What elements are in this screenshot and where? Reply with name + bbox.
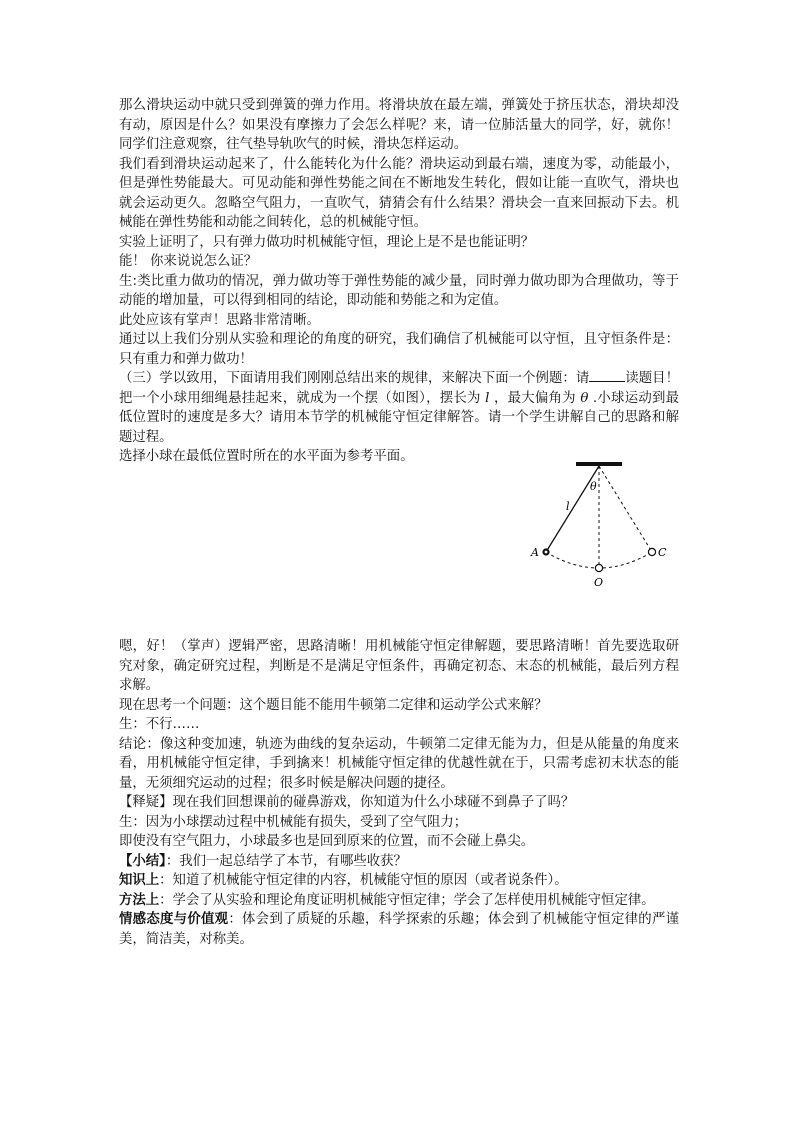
paragraph-applause: 此处应该有掌声！思路非常清晰。 bbox=[119, 312, 320, 328]
paragraph-reference-plane: 选择小球在最低位置时所在的水平面为参考平面。 bbox=[119, 449, 414, 464]
label-o: O bbox=[594, 576, 604, 589]
knowledge-text: ：知道了机械能守恒定律的内容，机械能守恒的原因（或者说条件）。 bbox=[159, 873, 568, 888]
example-intro: （三）学以致用，下面请用我们刚刚总结出来的规律，来解决下面一个例题：请 bbox=[119, 371, 590, 386]
paragraph-knowledge bbox=[119, 871, 679, 891]
example-text-3: .小球运动到最低位置时的速度是多大？请用本节学的机械能守恒定律解答。请一个学生讲解自己的思路和解题过程。 bbox=[119, 390, 680, 445]
paragraph-think: 现在思考一个问题：这个题目能不能用牛顿第二定律和运动学公式来解？ bbox=[119, 697, 548, 713]
example-text-2: ，最大偏角为 bbox=[489, 390, 581, 406]
example-text: 读题目！把一个小球用细绳悬挂起来，就成为一个摆（如图），摆长为 bbox=[119, 371, 680, 406]
method-text: ：学会了从实验和理论角度证明机械能守恒定律；学会了怎样使用机械能守恒定律。 bbox=[159, 892, 655, 908]
page-body bbox=[119, 96, 679, 467]
paragraph-method bbox=[119, 891, 679, 911]
emotion-label: 情感态度与价值观 bbox=[119, 912, 229, 927]
paragraph-question: 实验上证明了，只有弹力做功时机械能守恒，理论上是不是也能证明？ bbox=[119, 234, 535, 250]
label-c: C bbox=[658, 546, 667, 559]
summary-label: 【小结】 bbox=[119, 853, 166, 869]
label-theta: θ bbox=[590, 480, 597, 493]
paragraph-student-answer: 生:类比重力做功的情况，弹力做功等于弹性势能的减少量，同时弹力做功即为合理做功，等于动能的增加量，可以得到相同的结论，即动能和势能之和为定值。 bbox=[119, 273, 679, 308]
paragraph-emotion bbox=[119, 910, 679, 949]
paragraph-logic: 嗯，好！（掌声）逻辑严密，思路清晰！用机械能守恒定律解题，要思路清晰！首先要选取研究对象，确定研究过程，判断是不是满足守恒条件，再确定初态、末态的机械能，最后列方程求解。 bbox=[119, 639, 679, 693]
paragraph-prompt: 能！ 你来说说怎么证？ bbox=[119, 254, 258, 269]
label-a: A bbox=[531, 546, 539, 559]
ball-c bbox=[648, 548, 655, 555]
paragraph-slider: 那么滑块运动中就只受到弹簧的弹力作用。将滑块放在最左端，弹簧处于挤压状态，滑块却没有动，原因是什么？如果没有摩擦力了会怎么样呢？来，请一位肺活量大的同学，好，就你！同学们注意观察，往气垫导轨吹气的时候，滑块怎样运动。 bbox=[119, 98, 679, 152]
pendulum-figure bbox=[526, 462, 676, 592]
blank-underline bbox=[589, 369, 625, 382]
doubt-text: 现在我们回想课前的碰鼻游戏，你知道为什么小球碰不到鼻子了吗？ bbox=[172, 795, 575, 810]
paragraph-summary bbox=[119, 852, 679, 872]
method-label: 方法上 bbox=[119, 892, 160, 908]
paragraph-conclusion: 通过以上我们分别从实验和理论的角度的研究，我们确信了机械能可以守恒，且守恒条件是：只有重力和弹力做功！ bbox=[119, 332, 679, 367]
summary-text: ：我们一起总结学了本节，有哪些收获？ bbox=[165, 853, 407, 869]
var-theta: θ bbox=[580, 390, 589, 406]
paragraph-doubt-answer-1: 生：因为小球摆动过程中机械能有损失，受到了空气阻力； bbox=[119, 814, 468, 830]
ball-o bbox=[595, 564, 602, 571]
pendulum-string bbox=[546, 466, 599, 552]
paragraph-energy-conversion: 我们看到滑块运动起来了，什么能转化为什么能？滑块运动到最右端，速度为零，动能最小，但是弹性势能最大。可见动能和弹性势能之间在不断地发生转化，假如让能一直吹气，滑块也就会运动更久。忽略空气阻力，一直吹气，猜猜会有什么结果？滑块会一直来回振动下去。机械能在弹性势能和动能之间转化，总的机械能守恒。 bbox=[119, 156, 679, 230]
paragraph-example bbox=[119, 369, 679, 447]
page-body-continued bbox=[119, 637, 679, 949]
paragraph-student-no: 生：不行…… bbox=[119, 717, 200, 732]
emotion-text: ：体会到了质疑的乐趣，科学探索的乐趣；体会到了机械能守恒定律的严谨美，简洁美，对称美。 bbox=[119, 912, 680, 947]
paragraph-newton-conclusion: 结论：像这种变加速，轨迹为曲线的复杂运动，牛顿第二定律无能为力，但是从能量的角度来看，用机械能守恒定律，手到擒来！机械能守恒定律的优越性就在于，只需考虑初末状态的能量，无须细究运动的过程；很多时候是解决问题的捷径。 bbox=[119, 736, 679, 791]
doubt-label: 【释疑】 bbox=[119, 795, 173, 810]
paragraph-doubt bbox=[119, 793, 679, 813]
label-l: l bbox=[566, 500, 570, 513]
paragraph-doubt-answer-2: 即使没有空气阻力，小球最多也是回到原来的位置，而不会碰上鼻尖。 bbox=[119, 834, 535, 849]
dashed-string-c bbox=[599, 466, 652, 552]
var-l: l bbox=[485, 390, 490, 406]
ceiling-support bbox=[576, 462, 622, 466]
knowledge-label: 知识上 bbox=[119, 873, 160, 888]
